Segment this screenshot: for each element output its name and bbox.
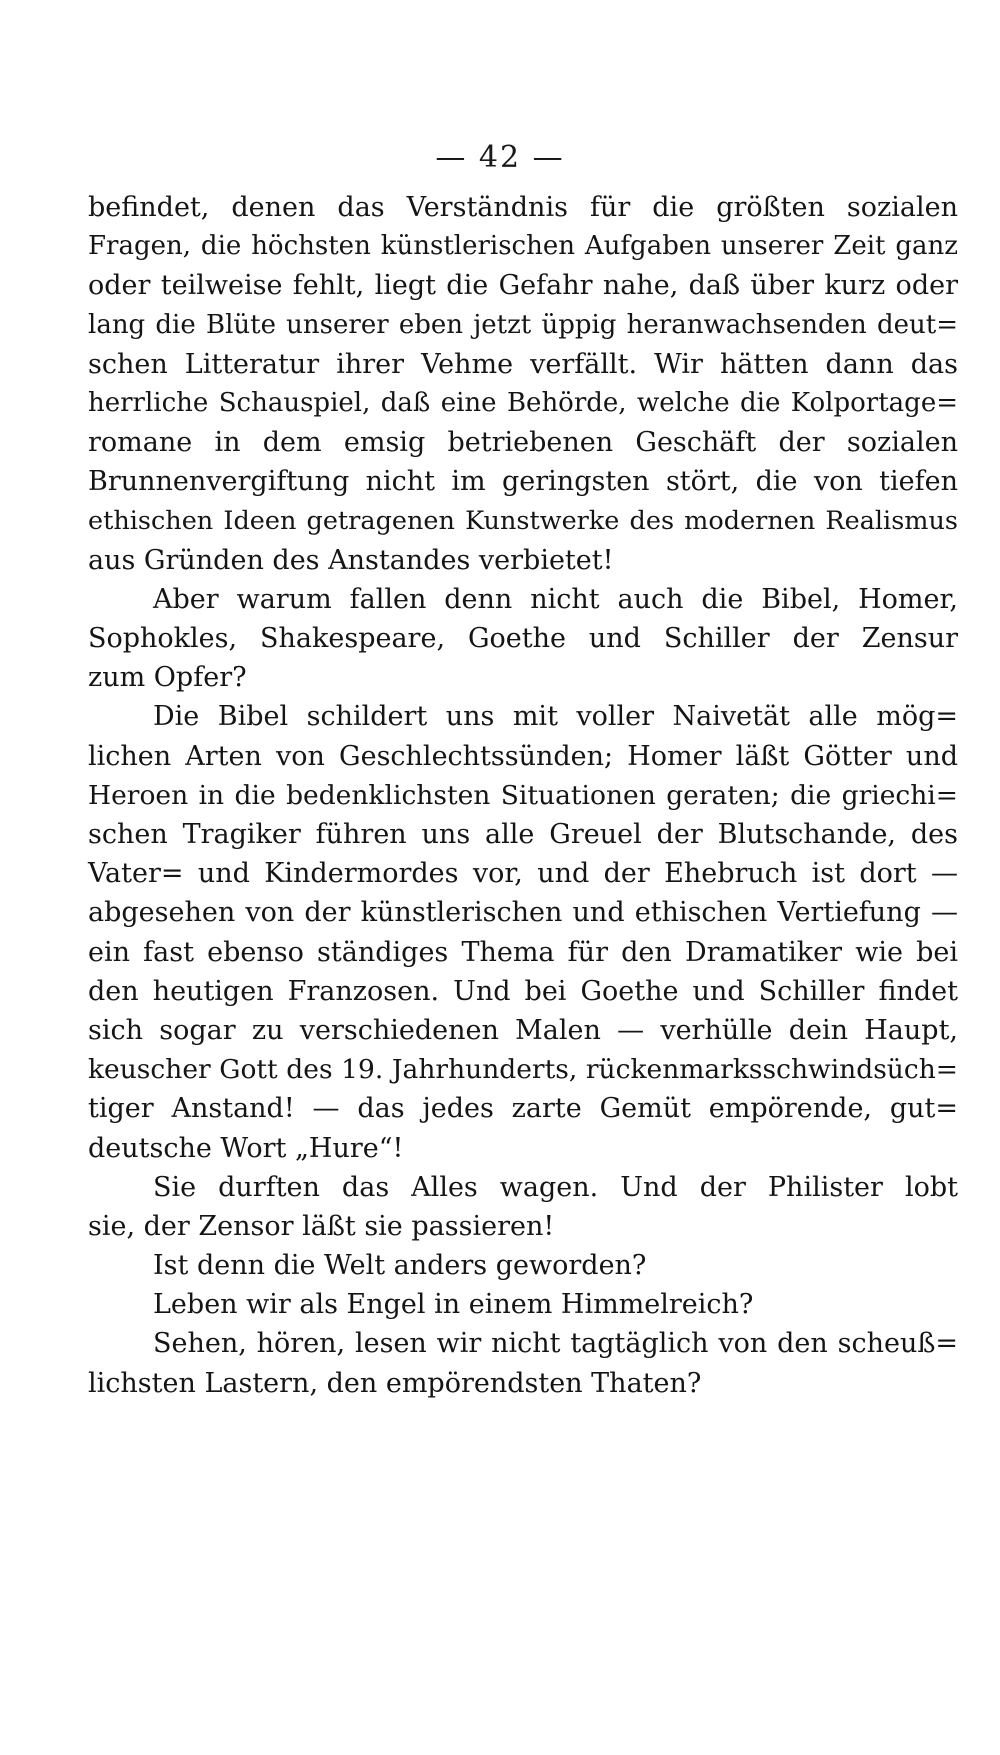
text-line: tiger Anstand! — das jedes zarte Gemüt empörende, gut= — [88, 1093, 958, 1125]
text-line: befindet, denen das Verständnis für die größten sozialen — [88, 192, 958, 223]
text-line: zum Opfer? — [88, 662, 247, 694]
text-line: Sie durften das Alles wagen. Und der Philister lobt — [153, 1171, 958, 1203]
text-line: Heroen in die bedenklichsten Situationen geraten; die griechi= — [88, 779, 958, 811]
text-line: deutsche Wort „Hure“! — [88, 1132, 404, 1164]
text-line: sich sogar zu verschiedenen Malen — verhülle dein Haupt, — [88, 1014, 958, 1046]
text-line: aus Gründen des Anstandes verbietet! — [88, 544, 614, 576]
text-line: lichen Arten von Geschlechtssünden; Homer läßt Götter und — [88, 740, 958, 772]
text-line: Brunnenvergiftung nicht im geringsten stört, die von tiefen — [88, 466, 958, 498]
text-line: Fragen, die höchsten künstlerischen Aufgaben unserer Zeit ganz — [88, 231, 958, 262]
text-line: lang die Blüte unserer eben jetzt üppig heranwachsenden deut= — [88, 309, 958, 340]
text-line: herrliche Schauspiel, daß eine Behörde, welche die Kolportage= — [88, 387, 958, 418]
page-number: — 42 — — [435, 140, 565, 175]
text-line: den heutigen Franzosen. Und bei Goethe und Schiller findet — [88, 975, 958, 1007]
body-text — [88, 188, 958, 1403]
text-line: oder teilweise fehlt, liegt die Gefahr nahe, daß über kurz oder — [88, 270, 958, 302]
text-line: Die Bibel schildert uns mit voller Naivetät alle mög= — [153, 701, 958, 733]
text-line: abgesehen von der künstlerischen und ethischen Vertiefung — — [88, 897, 958, 929]
text-line: Sophokles, Shakespeare, Goethe und Schiller der Zensur — [88, 623, 958, 655]
text-line: schen Litteratur ihrer Vehme verfällt. Wir hätten dann das — [88, 348, 958, 380]
text-line: Sehen, hören, lesen wir nicht tagtäglich von den scheuß= — [153, 1328, 958, 1360]
text-line: Leben wir als Engel in einem Himmelreich? — [153, 1289, 754, 1321]
text-line: keuscher Gott des 19. Jahrhunderts, rückenmarksschwindsüch= — [88, 1054, 958, 1086]
text-line: ein fast ebenso ständiges Thema für den Dramatiker wie bei — [88, 936, 958, 968]
text-line: ethischen Ideen getragenen Kunstwerke des modernen Realismus — [88, 505, 958, 536]
text-line: schen Tragiker führen uns alle Greuel der Blutschande, des — [88, 819, 958, 850]
text-line: Aber warum fallen denn nicht auch die Bibel, Homer, — [153, 583, 958, 615]
text-line: romane in dem emsig betriebenen Geschäft der sozialen — [88, 427, 958, 459]
text-line: sie, der Zensor läßt sie passieren! — [88, 1210, 555, 1242]
text-line: Ist denn die Welt anders geworden? — [153, 1250, 647, 1282]
text-line: lichsten Lastern, den empörendsten Thaten? — [88, 1367, 702, 1399]
text-line: Vater= und Kindermordes vor, und der Ehebruch ist dort — — [88, 858, 958, 890]
